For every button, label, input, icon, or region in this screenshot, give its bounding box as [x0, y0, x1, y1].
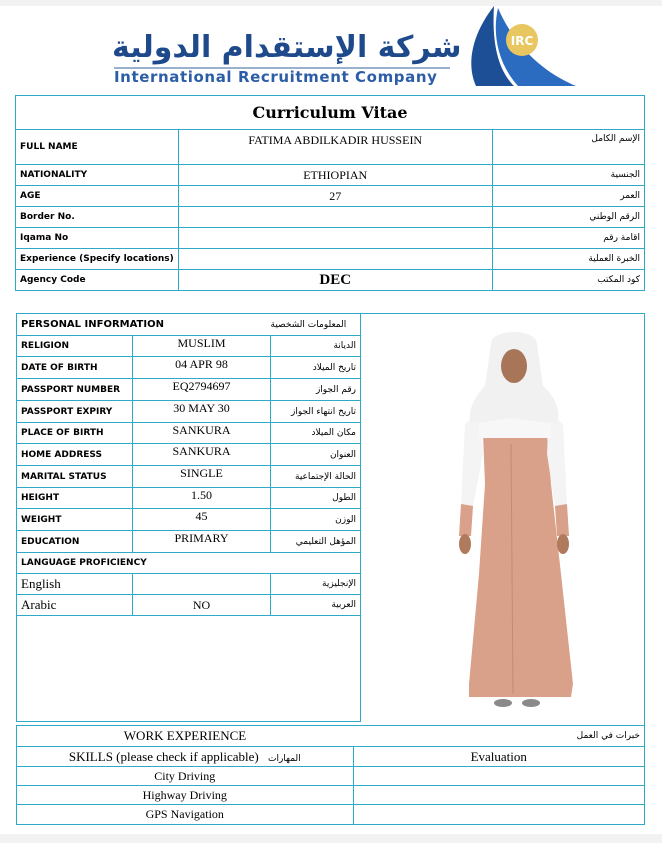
dob-value: 04 APR 98 [133, 357, 271, 379]
evaluation-gps-navigation[interactable] [353, 805, 645, 825]
company-name-arabic: شركة الإستقدام الدولية [112, 30, 462, 65]
nationality-value: ETHIOPIAN [178, 165, 492, 186]
document-title: Curriculum Vitae [16, 96, 645, 130]
agency-code-label: Agency Code [16, 270, 179, 291]
work-experience-heading: WORK EXPERIENCE [17, 726, 354, 747]
logo-badge-text: IRC [510, 34, 534, 48]
place-of-birth-label: PLACE OF BIRTH [17, 423, 133, 444]
personal-info-heading-arabic: المعلومات الشخصية [271, 314, 361, 336]
home-address-value: SANKURA [133, 444, 271, 466]
religion-label: RELIGION [17, 336, 133, 357]
arabic-label: Arabic [17, 595, 133, 616]
home-address-label: HOME ADDRESS [17, 444, 133, 466]
marital-status-value: SINGLE [133, 466, 271, 488]
dob-arabic: تاريخ الميلاد [271, 357, 361, 379]
skills-heading [17, 747, 354, 767]
english-arabic: الإنجليزية [271, 574, 361, 595]
age-arabic: العمر [492, 186, 644, 207]
language-proficiency-heading: LANGUAGE PROFICIENCY [17, 553, 361, 574]
border-no-arabic: الرقم الوطني [492, 207, 644, 228]
marital-status-arabic: الحالة الإجتماعية [271, 466, 361, 488]
iqama-no-arabic: اقامة رقم [492, 228, 644, 249]
religion-value: MUSLIM [133, 336, 271, 357]
skill-gps-navigation: GPS Navigation [17, 805, 354, 825]
dob-label: DATE OF BIRTH [17, 357, 133, 379]
border-no-label: Border No. [16, 207, 179, 228]
passport-expiry-label: PASSPORT EXPIRY [17, 401, 133, 423]
border-no-value [178, 207, 492, 228]
candidate-photo [361, 314, 643, 725]
skill-highway-driving: Highway Driving [17, 786, 354, 805]
education-arabic: المؤهل التعليمي [271, 531, 361, 553]
place-of-birth-arabic: مكان الميلاد [271, 423, 361, 444]
skills-heading-text: SKILLS (please check if applicable) [68, 748, 259, 764]
evaluation-highway-driving[interactable] [353, 786, 645, 805]
age-label: AGE [16, 186, 179, 207]
height-arabic: الطول [271, 488, 361, 509]
evaluation-city-driving[interactable] [353, 767, 645, 786]
iqama-no-label: Iqama No [16, 228, 179, 249]
english-label: English [17, 574, 133, 595]
arabic-value: NO [133, 595, 271, 616]
religion-arabic: الديانة [271, 336, 361, 357]
place-of-birth-value: SANKURA [133, 423, 271, 444]
cv-summary-table [15, 95, 645, 291]
weight-arabic: الوزن [271, 509, 361, 531]
passport-expiry-value: 30 MAY 30 [133, 401, 271, 423]
evaluation-heading: Evaluation [353, 747, 645, 767]
nationality-arabic: الجنسية [492, 165, 644, 186]
experience-label: Experience (Specify locations) [16, 249, 179, 270]
skill-city-driving: City Driving [17, 767, 354, 786]
iqama-no-value [178, 228, 492, 249]
skills-table [16, 725, 645, 825]
full-name-arabic: الإسم الكامل [492, 130, 644, 165]
passport-number-value: EQ2794697 [133, 379, 271, 401]
education-value: PRIMARY [133, 531, 271, 553]
agency-code-value: DEC [178, 270, 492, 291]
home-address-arabic: العنوان [271, 444, 361, 466]
bottom-strip [0, 834, 662, 843]
company-name-english: International Recruitment Company [114, 68, 438, 86]
height-label: HEIGHT [17, 488, 133, 509]
passport-expiry-arabic: تاريخ انتهاء الجواز [271, 401, 361, 423]
nationality-label: NATIONALITY [16, 165, 179, 186]
full-name-label: FULL NAME [16, 130, 179, 165]
personal-info-heading: PERSONAL INFORMATION [17, 314, 271, 336]
full-name-value: FATIMA ABDILKADIR HUSSEIN [178, 130, 492, 165]
passport-number-label: PASSPORT NUMBER [17, 379, 133, 401]
blank-space [17, 616, 361, 722]
agency-code-arabic: كود المكتب [492, 270, 644, 291]
height-value: 1.50 [133, 488, 271, 509]
work-experience-heading-arabic: خبرات في العمل [353, 726, 645, 747]
arabic-arabic: العربية [271, 595, 361, 616]
candidate-photo-frame [361, 313, 645, 726]
skills-heading-arabic: المهارات [267, 753, 301, 764]
passport-number-arabic: رقم الجواز [271, 379, 361, 401]
education-label: EDUCATION [17, 531, 133, 553]
company-logo-mark [452, 4, 580, 88]
weight-label: WEIGHT [17, 509, 133, 531]
marital-status-label: MARITAL STATUS [17, 466, 133, 488]
experience-value [178, 249, 492, 270]
age-value: 27 [178, 186, 492, 207]
experience-arabic: الخبرة العملية [492, 249, 644, 270]
english-value [133, 574, 271, 595]
personal-info-table [16, 313, 361, 722]
weight-value: 45 [133, 509, 271, 531]
